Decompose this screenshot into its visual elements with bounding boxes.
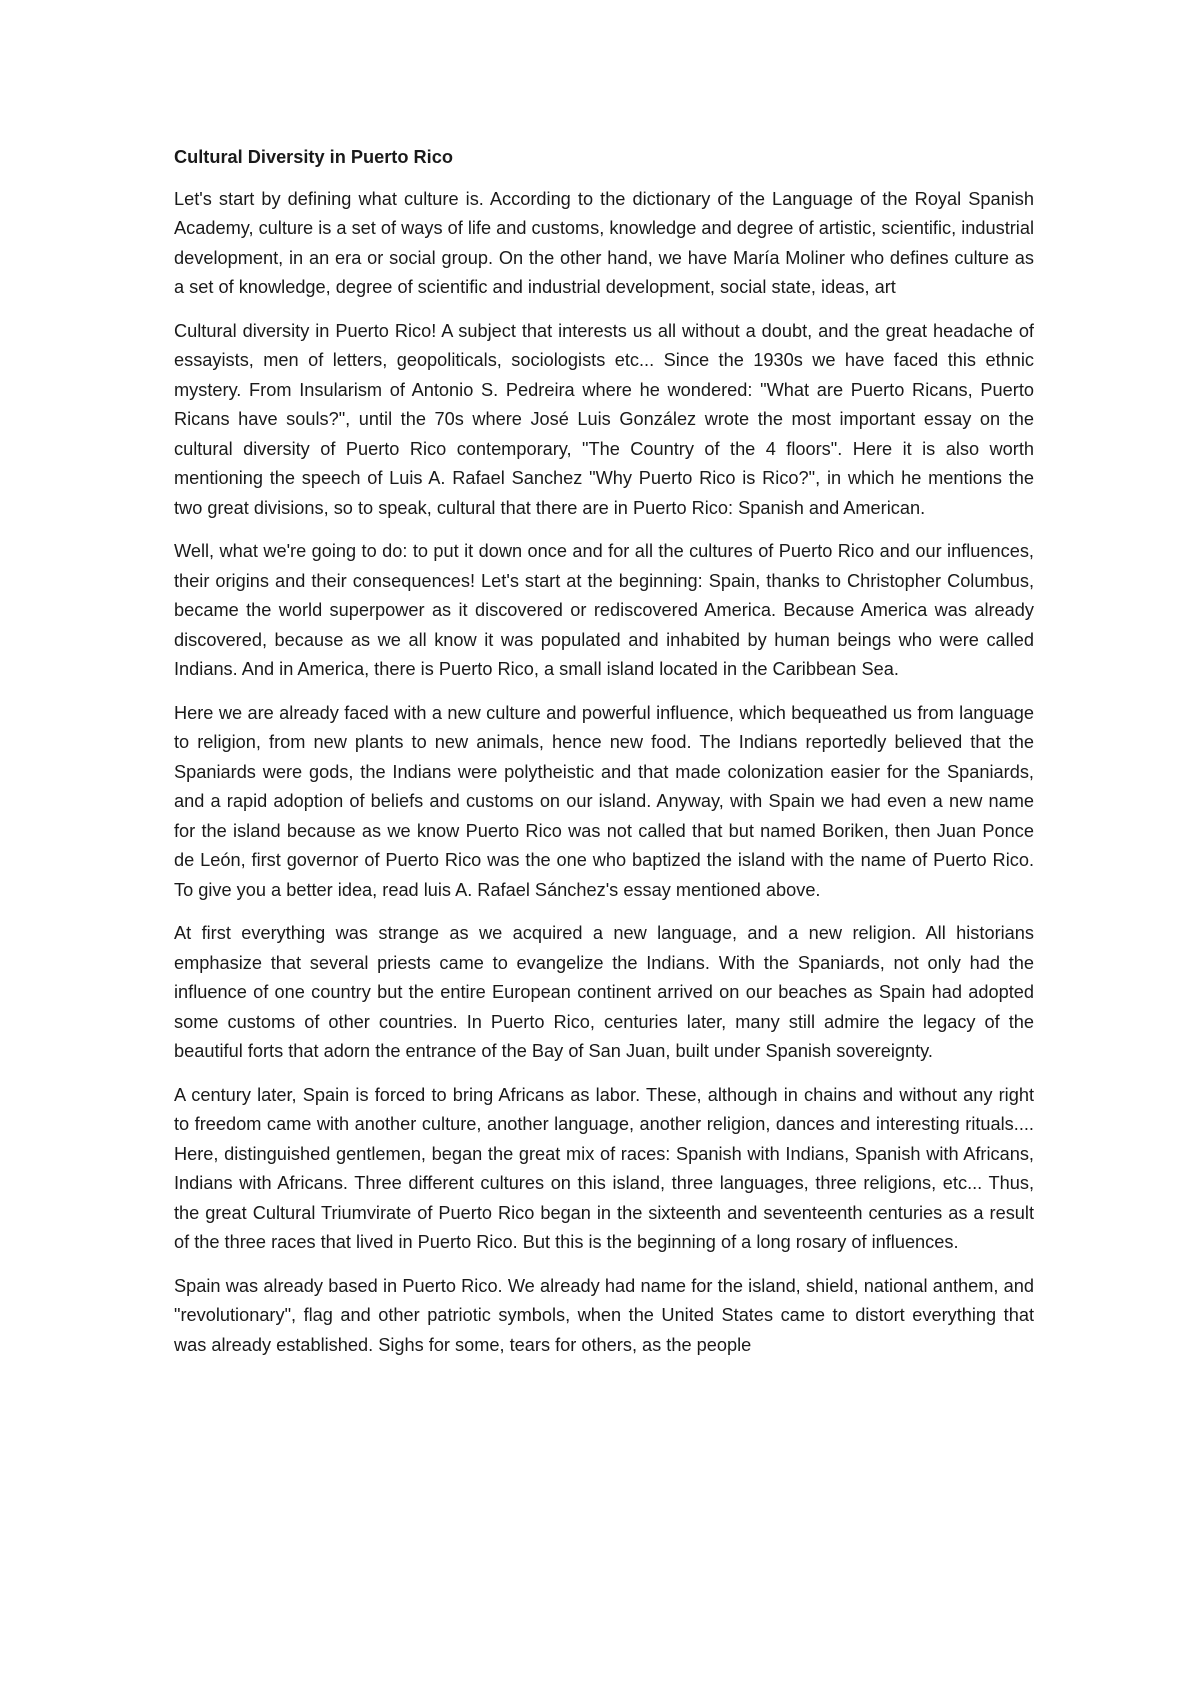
paragraph-new-language: At first everything was strange as we acquired a new language, and a new religion. All historians emphasize that several priests came to evangelize the Indians. With the Spaniards, not only had the influence of one country but the entire European continent arrived on our beaches as Spain had adopted some customs of other countries. In Puerto Rico, centuries later, many still admire the legacy of the beautiful forts that adorn the entrance of the Bay of San Juan, built under Spanish sovereignty. [174,923,1034,1061]
paragraph-africans: A century later, Spain is forced to bring Africans as labor. These, although in chains and without any right to freedom came with another culture, another language, another religion, dances and interesting rituals.... Here, distinguished gentlemen, began the great mix of races: Spanish with Indians, Spanish with Africans, Indians with Africans. Three different cultures on this island, three languages, three religions, etc... Thus, the great Cultural Triumvirate of Puerto Rico began in the sixteenth and seventeenth centuries as a result of the three races that lived in Puerto Rico. But this is the beginning of a long rosary of influences. [174,1084,1034,1252]
document-title: Cultural Diversity in Puerto Rico [174,147,453,167]
paragraph-defining-culture: Let's start by defining what culture is. According to the dictionary of the Language of the Royal Spanish Academy, culture is a set of ways of life and customs, knowledge and degree of artistic, scientific, industrial development, in an era or social group. On the other hand, we have María Moliner who defines culture as a set of knowledge, degree of scientific and industrial development, social state, ideas, art [174,188,1034,297]
paragraph-united-states: Spain was already based in Puerto Rico. We already had name for the island, shield, national anthem, and "revolutionary", flag and other patriotic symbols, when the United States came to distort everything that was already established. Sighs for some, tears for others, as the people [174,1275,1034,1355]
paragraph-cultural-diversity: Cultural diversity in Puerto Rico! A subject that interests us all without a doubt, and the great headache of essayists, men of letters, geopoliticals, sociologists etc... Since the 1930s we have faced this ethnic mystery. From Insularism of Antonio S. Pedreira where he wondered: "What are Puerto Ricans, Puerto Ricans have souls?", until the 70s where José Luis González wrote the most important essay on the cultural diversity of Puerto Rico contemporary, "The Country of the 4 floors". Here it is also worth mentioning the speech of Luis A. Rafael Sanchez "Why Puerto Rico is Rico?", in which he mentions the two great divisions, so to speak, cultural that there are in Puerto Rico: Spanish and American. [174,320,1034,518]
document-body [174,143,1034,1374]
paragraph-origins: Well, what we're going to do: to put it down once and for all the cultures of Puerto Rico and our influences, their origins and their consequences! Let's start at the beginning: Spain, thanks to Christopher Columbus, became the world superpower as it discovered or rediscovered America. Because America was already discovered, because as we all know it was populated and inhabited by human beings who were called Indians. And in America, there is Puerto Rico, a small island located in the Caribbean Sea. [174,541,1034,679]
paragraph-new-culture: Here we are already faced with a new culture and powerful influence, which bequeathed us from language to religion, from new plants to new animals, hence new food. The Indians reportedly believed that the Spaniards were gods, the Indians were polytheistic and that made colonization easier for the Spaniards, and a rapid adoption of beliefs and customs on our island. Anyway, with Spain we had even a new name for the island because as we know Puerto Rico was not called that but named Boriken, then Juan Ponce de León, first governor of Puerto Rico was the one who baptized the island with the name of Puerto Rico. To give you a better idea, read luis A. Rafael Sánchez's essay mentioned above. [174,702,1034,900]
